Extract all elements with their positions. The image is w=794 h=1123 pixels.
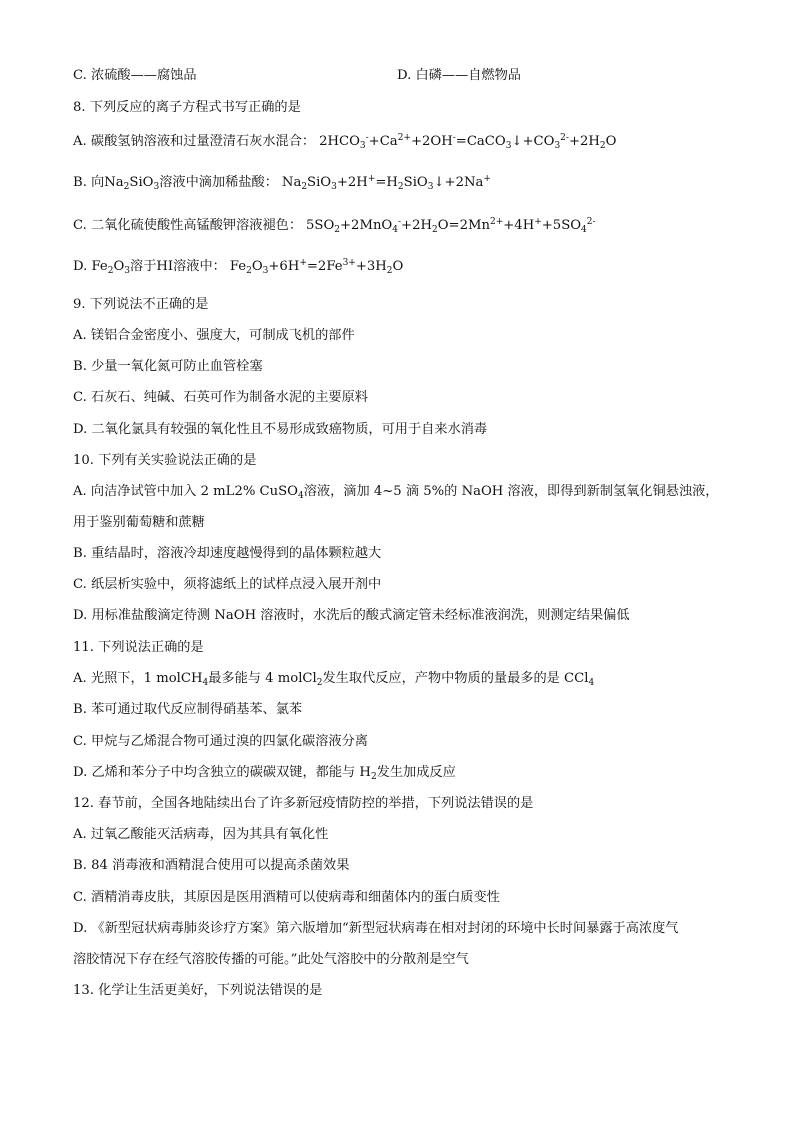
q11-option-d: D. 乙烯和苯分子中均含独立的碳碳双键，都能与 $H_2$发生加成反应	[73, 765, 456, 782]
q8-option-c-text: C. 二氧化硫使酸性高锰酸钾溶液褪色：	[73, 218, 303, 233]
q8-option-b-text: B. 向Na	[73, 175, 124, 190]
q12-option-d-line2: 溶胶情况下存在经气溶胶传播的可能。”此处气溶胶中的分散剂是空气	[73, 952, 469, 967]
q8-option-b-text2: 溶液中滴加稀盐酸：	[159, 175, 278, 190]
q7-option-d: D. 白磷——自燃物品	[397, 68, 521, 83]
q9-option-d: D. 二氧化氯具有较强的氧化性且不易形成致癌物质，可用于自来水消毒	[73, 422, 488, 437]
q8-option-a	[73, 133, 616, 151]
q8-option-c	[73, 217, 596, 235]
q11-stem: 11. 下列说法正确的是	[73, 640, 204, 655]
q12-option-b: B. 84 消毒液和酒精混合使用可以提高杀菌效果	[73, 858, 350, 873]
q8-option-d-text: D. Fe	[73, 259, 108, 274]
q8-option-c-equation: $5SO_2+2MnO_4^-+2H_2O=2Mn^{2+}+4H^++5SO_4^{2-}$	[306, 217, 596, 235]
q10-option-a-line2: 用于鉴别葡萄糖和蔗糖	[73, 515, 205, 530]
q12-option-c: C. 酒精消毒皮肤，其原因是医用酒精可以使病毒和细菌体内的蛋白质变性	[73, 890, 500, 905]
q8-option-b: B. 向$Na_2SiO_3$溶液中滴加稀盐酸： $Na_2SiO_3+2H^+=H_2SiO_3↓+2Na^+$	[73, 174, 491, 192]
q12-stem: 12. 春节前，全国各地陆续出台了许多新冠疫情防控的举措，下列说法错误的是	[73, 796, 534, 811]
q8-option-a-equation: $2HCO_3^-+Ca^{2+}+2OH^-=CaCO_3↓+CO_3^{2-}+2H_2O$	[319, 133, 617, 151]
q10-option-a-text1b: 溶液，滴加 4~5 滴 5%的 NaOH 溶液，即得到新制氢氧化铜悬浊液，	[303, 484, 719, 499]
q10-option-b: B. 重结晶时，溶液冷却速度越慢得到的晶体颗粒越大	[73, 546, 382, 561]
q8-option-d: D. $Fe_2O_3$溶于HI溶液中： $Fe_2O_3+6H^+=2Fe^{3+}+3H_2O$	[73, 258, 404, 276]
q8-option-a-text: A. 碳酸氢钠溶液和过量澄清石灰水混合：	[73, 134, 316, 149]
q11-option-a-text3: 发生取代反应，产物中物质的量最多的是 CCl	[322, 671, 589, 686]
q11-option-b: B. 苯可通过取代反应制得硝基苯、氯苯	[73, 702, 303, 717]
q9-option-a: A. 镁铝合金密度小、强度大，可制成飞机的部件	[73, 328, 355, 343]
q13-stem: 13. 化学让生活更美好，下列说法错误的是	[73, 983, 323, 998]
q12-option-a: A. 过氧乙酸能灭活病毒，因为其具有氧化性	[73, 827, 329, 842]
q11-option-d-text1: D. 乙烯和苯分子中均含独立的碳碳双键，都能与 H	[73, 765, 371, 780]
q9-option-c: C. 石灰石、纯碱、石英可作为制备水泥的主要原料	[73, 390, 368, 405]
q12-option-d-line1: D. 《新型冠状病毒肺炎诊疗方案》第六版增加“新型冠状病毒在相对封闭的环境中长时间暴露于高浓度气	[73, 921, 679, 936]
q7-option-c: C. 浓硫酸——腐蚀品	[73, 68, 197, 83]
q8-stem: 8. 下列反应的离子方程式书写正确的是	[73, 100, 301, 115]
q11-option-a-text1: A. 光照下，1 molCH	[73, 671, 203, 686]
q11-option-d-text2: 发生加成反应	[376, 765, 456, 780]
q9-stem: 9. 下列说法不正确的是	[73, 297, 209, 312]
q8-option-d-text2: 溶于HI溶液中：	[130, 259, 226, 274]
q10-stem: 10. 下列有关实验说法正确的是	[73, 453, 257, 468]
q11-option-a-text2: 最多能与 4 molCl	[208, 671, 317, 686]
q10-option-a-line1: A. 向洁净试管中加入 2 mL2% CuSO$_4$溶液，滴加 4~5 滴 5%的 NaOH 溶液，即得到新制氢氧化铜悬浊液，	[73, 484, 719, 501]
q11-option-a: A. 光照下，1 molCH$_4$最多能与 4 molCl$_2$发生取代反应，产物中物质的量最多的是 CCl$_4$	[73, 671, 595, 688]
q10-option-c: C. 纸层析实验中，须将滤纸上的试样点浸入展开剂中	[73, 577, 382, 592]
q10-option-a-text1: A. 向洁净试管中加入 2 mL2% CuSO	[73, 484, 298, 499]
q8-option-b-equation: $Na_2SiO_3+2H^+=H_2SiO_3↓+2Na^+$	[281, 174, 491, 192]
q10-option-d: D. 用标准盐酸滴定待测 NaOH 溶液时，水洗后的酸式滴定管未经标准液润洗，则测定结果偏低	[73, 608, 630, 623]
q8-option-d-equation: $Fe_2O_3+6H^+=2Fe^{3+}+3H_2O$	[229, 258, 404, 276]
q11-option-c: C. 甲烷与乙烯混合物可通过溴的四氯化碳溶液分离	[73, 734, 368, 749]
q9-option-b: B. 少量一氧化氮可防止血管栓塞	[73, 359, 263, 374]
